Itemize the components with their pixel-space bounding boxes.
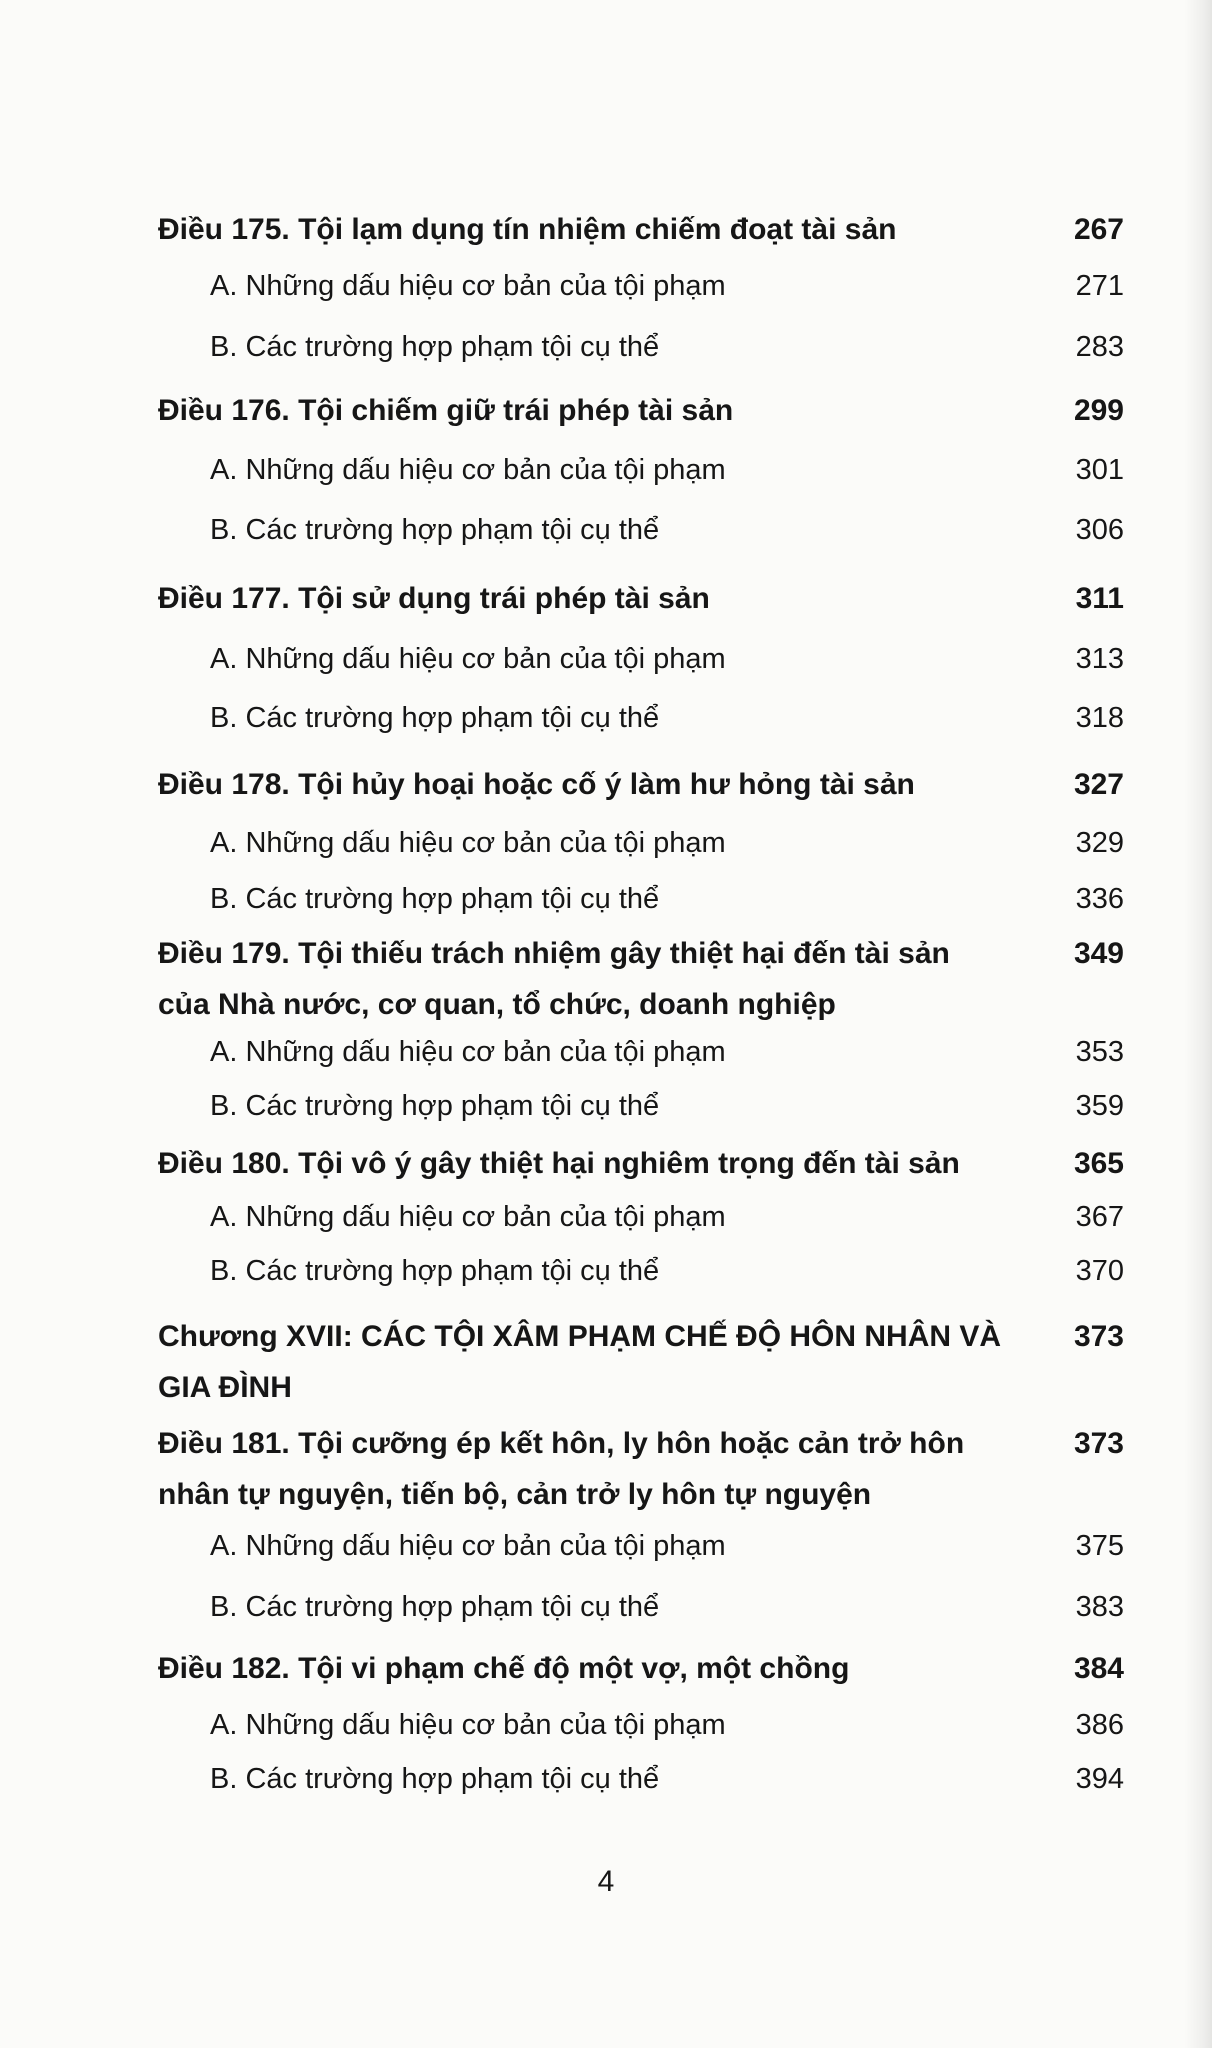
toc-subentry-title: B. Các trường hợp phạm tội cụ thể [210, 702, 660, 734]
toc-subentry-page: 386 [1075, 1709, 1124, 1741]
toc-subentry-page: 375 [1075, 1530, 1124, 1562]
toc-subentry-page: 318 [1075, 702, 1124, 734]
toc-entry-page: 373 [1073, 1427, 1124, 1460]
toc-entry-title: Điều 180. Tội vô ý gây thiệt hại nghiêm trọng đến tài sản [158, 1147, 960, 1180]
toc-subentry-title: B. Các trường hợp phạm tội cụ thể [210, 1255, 660, 1287]
toc-entry-title: Điều 181. Tội cưỡng ép kết hôn, ly hôn hoặc cản trở hôn nhân tự nguyện, tiến bộ, cản trở ly hôn tự nguyện [158, 1427, 965, 1511]
toc-subentry-page: 353 [1075, 1036, 1124, 1068]
toc-subentry-title: B. Các trường hợp phạm tội cụ thể [210, 1090, 660, 1122]
toc-subentry-page: 367 [1075, 1201, 1124, 1233]
page-edge-shadow [1184, 0, 1212, 2048]
toc-entry-title: Điều 177. Tội sử dụng trái phép tài sản [158, 582, 710, 615]
toc-entry-title: Điều 182. Tội vi phạm chế độ một vợ, một chồng [158, 1652, 850, 1685]
toc-entry-title: Chương XVII: CÁC TỘI XÂM PHẠM CHẾ ĐỘ HÔN NHÂN VÀ GIA ĐÌNH [158, 1320, 1002, 1404]
toc-subentry-title: A. Những dấu hiệu cơ bản của tội phạm [210, 1036, 726, 1068]
toc-subentry-page: 283 [1075, 331, 1124, 363]
toc-entry-page: 311 [1075, 582, 1124, 615]
toc-subentry-title: A. Những dấu hiệu cơ bản của tội phạm [210, 454, 726, 486]
toc-subentry-page: 336 [1075, 883, 1124, 915]
toc-entry-page: 365 [1073, 1147, 1124, 1180]
toc-subentry-page: 329 [1075, 827, 1124, 859]
toc-subentry-title: B. Các trường hợp phạm tội cụ thể [210, 1763, 660, 1795]
toc-entry-page: 327 [1073, 768, 1124, 801]
toc-subentry-page: 306 [1075, 514, 1124, 546]
toc-subentry-title: B. Các trường hợp phạm tội cụ thể [210, 1591, 660, 1623]
toc-entry-page: 267 [1073, 213, 1124, 246]
toc-subentry-title: B. Các trường hợp phạm tội cụ thể [210, 331, 660, 363]
toc-entry-page: 384 [1073, 1652, 1124, 1685]
toc-subentry-title: A. Những dấu hiệu cơ bản của tội phạm [210, 827, 726, 859]
toc-subentry-page: 271 [1075, 270, 1124, 302]
toc-entry-title: Điều 176. Tội chiếm giữ trái phép tài sản [158, 394, 734, 427]
toc-subentry-title: A. Những dấu hiệu cơ bản của tội phạm [210, 1201, 726, 1233]
toc-subentry-title: A. Những dấu hiệu cơ bản của tội phạm [210, 643, 726, 675]
toc-subentry-title: B. Các trường hợp phạm tội cụ thể [210, 883, 660, 915]
toc-entry-title: Điều 179. Tội thiếu trách nhiệm gây thiệt hại đến tài sản của Nhà nước, cơ quan, tổ chức, doanh nghiệp [158, 937, 950, 1021]
toc-subentry-page: 394 [1075, 1763, 1124, 1795]
page-number: 4 [597, 1865, 615, 1898]
toc-subentry-page: 313 [1075, 643, 1124, 675]
toc-subentry-title: A. Những dấu hiệu cơ bản của tội phạm [210, 1709, 726, 1741]
toc-subentry-page: 301 [1075, 454, 1124, 486]
toc-subentry-page: 383 [1075, 1591, 1124, 1623]
toc-entry-title: Điều 175. Tội lạm dụng tín nhiệm chiếm đoạt tài sản [158, 213, 897, 246]
toc-subentry-title: B. Các trường hợp phạm tội cụ thể [210, 514, 660, 546]
toc-subentry-page: 359 [1075, 1090, 1124, 1122]
toc-subentry-page: 370 [1075, 1255, 1124, 1287]
toc-entry-title: Điều 178. Tội hủy hoại hoặc cố ý làm hư hỏng tài sản [158, 768, 915, 801]
toc-subentry-title: A. Những dấu hiệu cơ bản của tội phạm [210, 1530, 726, 1562]
toc-entry-page: 299 [1073, 394, 1124, 427]
toc-entry-page: 373 [1073, 1320, 1124, 1353]
toc-subentry-title: A. Những dấu hiệu cơ bản của tội phạm [210, 270, 726, 302]
toc-entry-page: 349 [1073, 937, 1124, 970]
